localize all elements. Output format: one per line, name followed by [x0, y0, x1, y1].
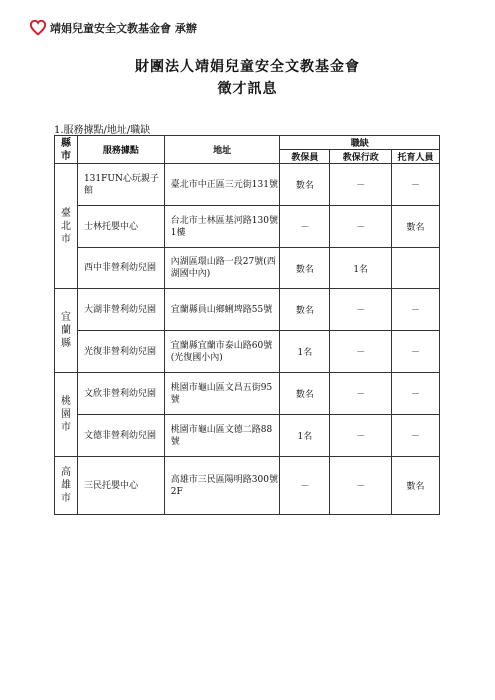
address-cell: 宜蘭縣員山鄉蜊埤路55號	[164, 289, 280, 331]
site-cell: 士林托嬰中心	[77, 206, 164, 248]
caregiver-cell: －	[392, 373, 440, 415]
admin-cell: －	[330, 331, 392, 373]
teacher-cell: 1名	[280, 331, 330, 373]
teacher-cell: －	[280, 457, 330, 515]
caregiver-cell	[392, 248, 440, 289]
caregiver-cell: －	[392, 331, 440, 373]
table-row	[55, 164, 440, 206]
caregiver-cell: －	[392, 415, 440, 457]
header-caregiver: 托育人員	[392, 150, 440, 164]
teacher-cell: 1名	[280, 415, 330, 457]
table-row	[55, 415, 440, 457]
admin-cell: －	[330, 289, 392, 331]
caregiver-cell: 數名	[392, 206, 440, 248]
teacher-cell: 數名	[280, 248, 330, 289]
site-cell: 光復非營利幼兒園	[77, 331, 164, 373]
page-subtitle: 徵才訊息	[217, 81, 278, 97]
site-cell: 131FUN心玩親子館	[77, 164, 164, 206]
admin-cell: －	[330, 457, 392, 515]
teacher-cell: 數名	[280, 164, 330, 206]
address-cell: 宜蘭縣宜蘭市泰山路60號(光復國小內)	[164, 331, 280, 373]
address-cell: 高雄市三民區陽明路300號2F	[164, 457, 280, 515]
county-cell: 高 雄 市	[55, 457, 78, 515]
teacher-cell: 數名	[280, 373, 330, 415]
org-header-text: 靖娟兒童安全文教基金會 承辦	[50, 22, 197, 35]
table-row	[55, 248, 440, 289]
vacancy-table	[54, 135, 440, 515]
header-vacancy: 職缺	[280, 136, 440, 150]
site-cell: 文欣非營利幼兒園	[77, 373, 164, 415]
county-cell: 臺 北 市	[55, 164, 78, 289]
caregiver-cell: －	[392, 164, 440, 206]
admin-cell: －	[330, 164, 392, 206]
county-cell: 宜 蘭 縣	[55, 289, 78, 373]
table-row	[55, 289, 440, 331]
site-cell: 大湖非營利幼兒園	[77, 289, 164, 331]
header-site: 服務據點	[77, 136, 164, 164]
site-cell: 文德非營利幼兒園	[77, 415, 164, 457]
site-cell: 三民托嬰中心	[77, 457, 164, 515]
teacher-cell: －	[280, 206, 330, 248]
heart-logo-icon	[30, 20, 46, 36]
header-address: 地址	[164, 136, 280, 164]
teacher-cell: 數名	[280, 289, 330, 331]
site-cell: 西中非營利幼兒園	[77, 248, 164, 289]
table-row	[55, 331, 440, 373]
caregiver-cell: －	[392, 289, 440, 331]
header-teacher: 教保員	[280, 150, 330, 164]
header-county: 縣 市	[55, 136, 78, 164]
table-row	[55, 206, 440, 248]
address-cell: 桃園市龜山區文昌五街95號	[164, 373, 280, 415]
table-row	[55, 457, 440, 515]
address-cell: 臺北市中正區三元街131號	[164, 164, 280, 206]
address-cell: 桃園市龜山區文德二路88號	[164, 415, 280, 457]
table-row	[55, 373, 440, 415]
header	[30, 20, 197, 36]
county-cell: 桃 園 市	[55, 373, 78, 457]
admin-cell: 1名	[330, 248, 392, 289]
page-title: 財團法人靖娟兒童安全文教基金會	[135, 59, 360, 75]
admin-cell: －	[330, 373, 392, 415]
caregiver-cell: 數名	[392, 457, 440, 515]
address-cell: 台北市士林區基河路130號1樓	[164, 206, 280, 248]
admin-cell: －	[330, 206, 392, 248]
header-admin: 教保行政	[330, 150, 392, 164]
address-cell: 內湖區環山路一段27號(西湖國中內)	[164, 248, 280, 289]
section-heading: 1.服務據點/地址/職缺	[54, 125, 151, 136]
admin-cell: －	[330, 415, 392, 457]
